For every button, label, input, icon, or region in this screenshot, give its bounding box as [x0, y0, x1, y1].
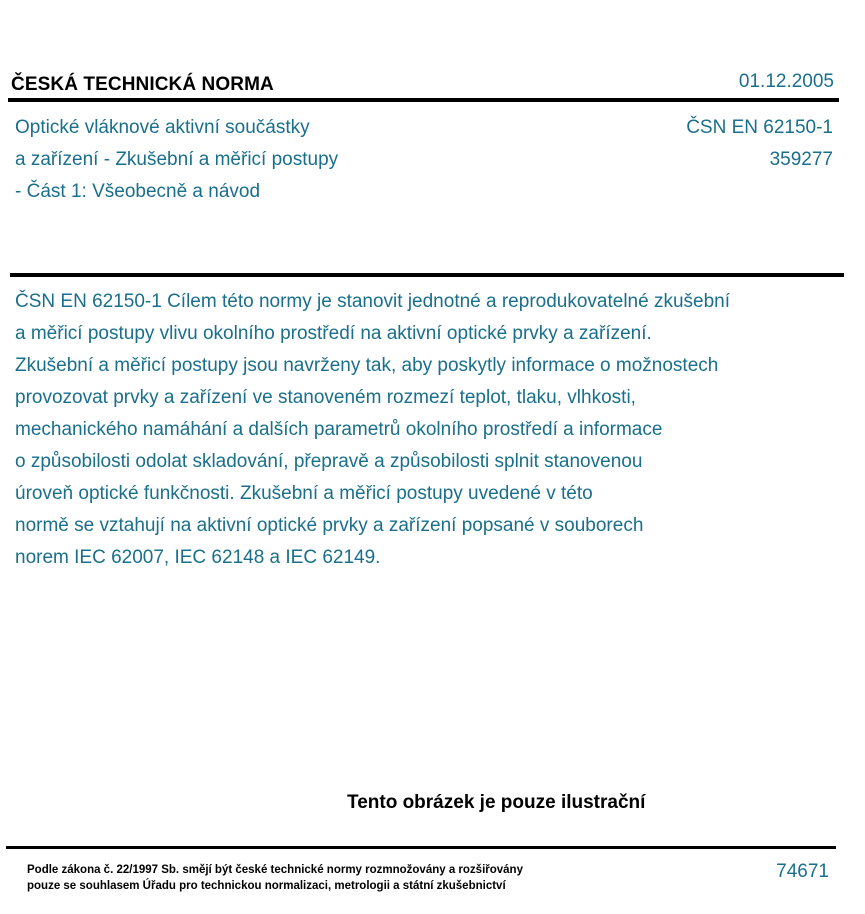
catalog-number: 74671	[776, 861, 829, 882]
title-line-1: Optické vláknové aktivní součástky	[15, 117, 310, 138]
abstract-line: mechanického namáhání a dalších parametrů okolního prostředí a informace	[15, 419, 663, 440]
standard-code: ČSN EN 62150-1	[686, 117, 833, 138]
legal-line: Podle zákona č. 22/1997 Sb. smějí být české technické normy rozmnožovány a rozšiřovány	[27, 864, 523, 876]
abstract-line: úroveň optické funkčnosti. Zkušební a měřicí postupy uvedené v této	[15, 483, 593, 504]
title-divider	[10, 273, 844, 277]
title-line-3: - Část 1: Všeobecně a návod	[15, 181, 261, 202]
abstract-line: a měřicí postupy vlivu okolního prostředí na aktivní optické prvky a zařízení.	[15, 323, 652, 344]
abstract-line: ČSN EN 62150-1 Cílem této normy je stanovit jednotné a reprodukovatelné zkušební	[15, 291, 731, 312]
class-number: 359277	[769, 149, 833, 170]
footer-divider	[6, 846, 836, 849]
legal-line: pouze se souhlasem Úřadu pro technickou normalizaci, metrologii a státní zkušebnictví	[27, 880, 506, 892]
abstract-line: normě se vztahují na aktivní optické prvky a zařízení popsané v souborech	[15, 515, 644, 536]
issue-date: 01.12.2005	[738, 71, 834, 92]
title-line-2: a zařízení - Zkušební a měřicí postupy	[15, 149, 339, 170]
illustration-note: Tento obrázek je pouze ilustrační	[347, 792, 646, 813]
abstract-line: o způsobilosti odolat skladování, přepravě a způsobilosti splnit stanovenou	[15, 451, 643, 472]
standard-type-label: ČESKÁ TECHNICKÁ NORMA	[11, 74, 274, 95]
abstract-line: provozovat prvky a zařízení ve stanoveném rozmezí teplot, tlaku, vlhkosti,	[15, 387, 636, 408]
header-divider	[8, 98, 839, 102]
abstract-paragraph	[15, 286, 835, 574]
abstract-line: norem IEC 62007, IEC 62148 a IEC 62149.	[15, 547, 381, 568]
legal-notice	[27, 862, 523, 894]
abstract-line: Zkušební a měřicí postupy jsou navrženy tak, aby poskytly informace o možnostech	[15, 355, 719, 376]
